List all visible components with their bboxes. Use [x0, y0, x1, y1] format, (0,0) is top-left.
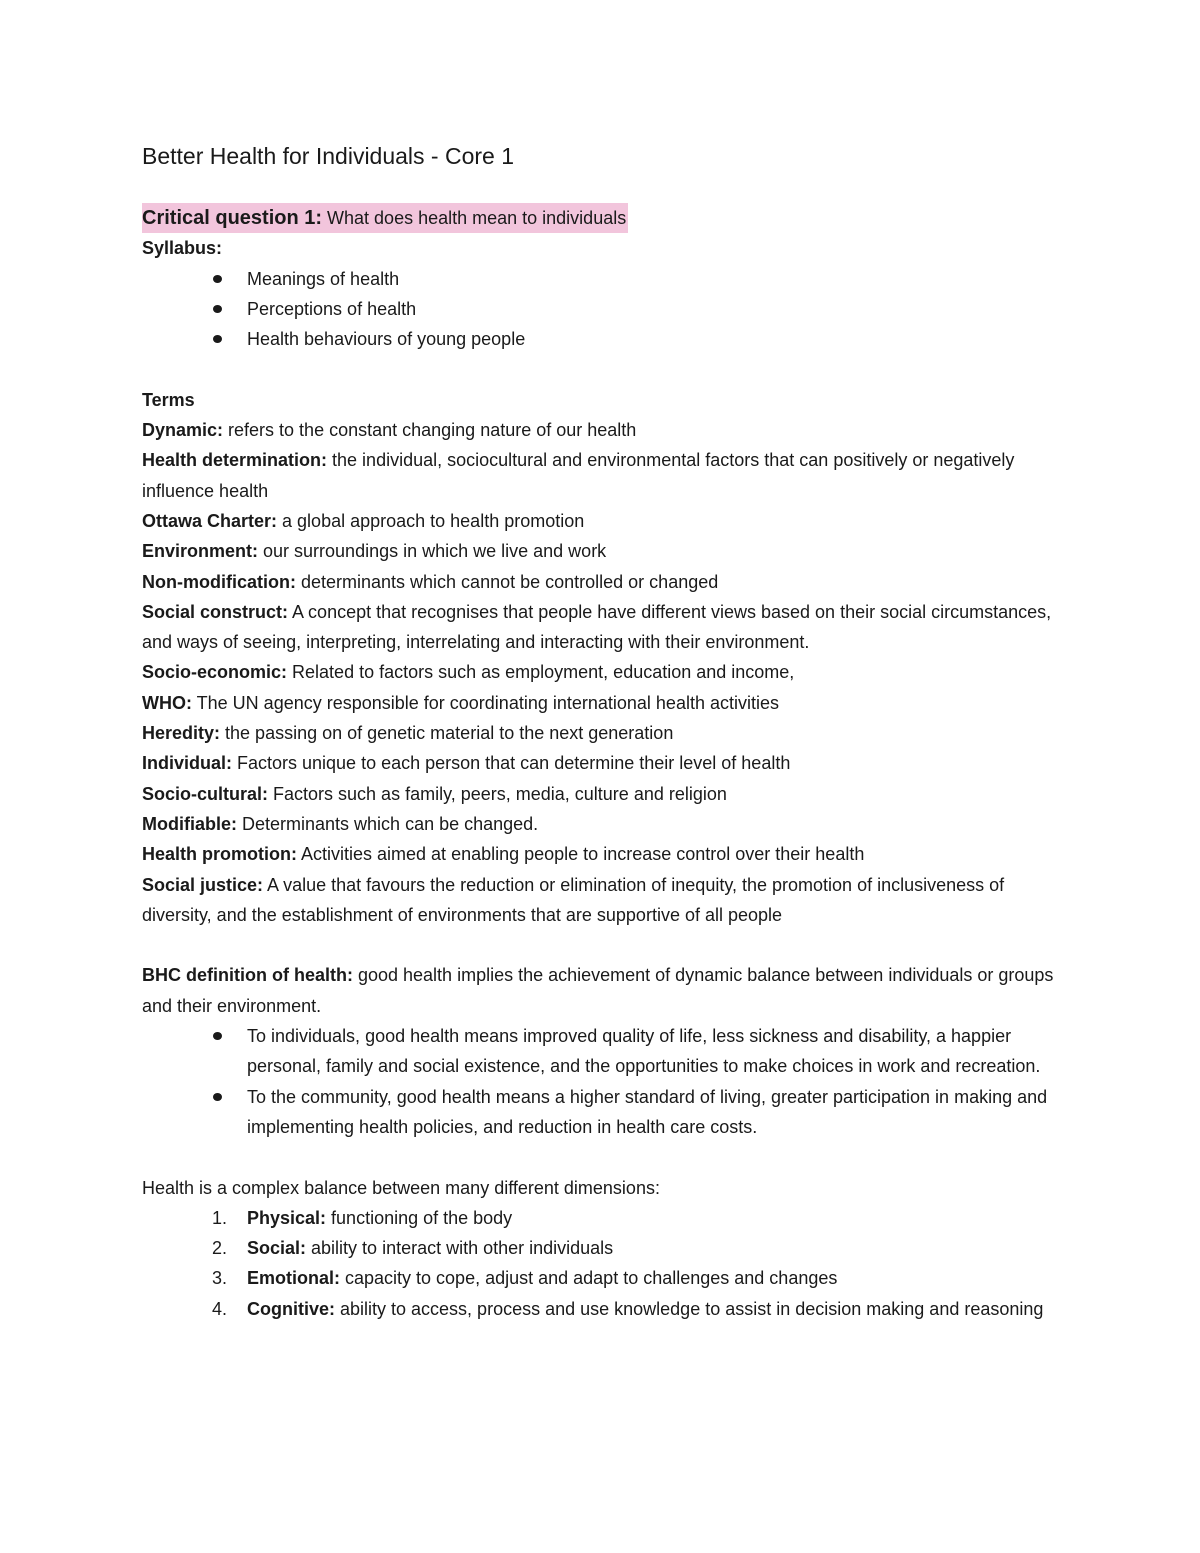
term-definition — [142, 567, 1072, 597]
page-title: Better Health for Individuals - Core 1 — [142, 143, 515, 169]
term-label: Individual: — [142, 753, 232, 774]
term-text: A value that favours the reduction or elimination of inequity, the promotion of inclusiveness of diversity, and the establishment of environments that are supportive of all people — [142, 874, 1005, 925]
term-label: Environment: — [142, 541, 259, 562]
dimensions-list — [142, 1203, 1072, 1324]
list-item — [142, 1233, 1072, 1263]
critical-question — [142, 203, 1072, 233]
syllabus-list — [142, 264, 1072, 355]
term-label: Social justice: — [142, 874, 264, 895]
term-definition — [142, 415, 1072, 445]
term-definition — [142, 839, 1072, 869]
list-number: 4. — [212, 1298, 228, 1319]
terms-heading — [142, 385, 1072, 415]
term-text: The UN agency responsible for coordinating international health activities — [191, 692, 779, 713]
term-text: refers to the constant changing nature of our health — [223, 420, 637, 441]
list-item: Perceptions of health — [142, 294, 1072, 324]
term-definition — [142, 718, 1072, 748]
bhc-definition — [142, 960, 1072, 1021]
term-label: WHO: — [142, 692, 192, 713]
term-label: Non-modification: — [142, 571, 296, 592]
dimensions-intro: Health is a complex balance between many different dimensions: — [142, 1177, 660, 1198]
term-definition — [142, 870, 1072, 931]
bhc-text: good health implies the achievement of dynamic balance between individuals or groups and their environment. — [142, 965, 1054, 1016]
term-label: Modifiable: — [142, 813, 237, 834]
list-item — [142, 1263, 1072, 1293]
bhc-term: BHC definition of health: — [142, 965, 353, 986]
dimension-term: Emotional: — [247, 1268, 340, 1289]
term-definition — [142, 536, 1072, 566]
term-text: Related to factors such as employment, education and income, — [287, 662, 795, 683]
term-definition — [142, 445, 1072, 506]
term-label: Health determination: — [142, 450, 328, 471]
dimension-text: ability to access, process and use knowledge to assist in decision making and reasoning — [335, 1298, 1044, 1319]
list-number: 1. — [212, 1207, 228, 1228]
term-text: Determinants which can be changed. — [237, 813, 539, 834]
term-definition — [142, 688, 1072, 718]
term-text: Factors unique to each person that can determine their level of health — [232, 753, 791, 774]
term-label: Socio-economic: — [142, 662, 288, 683]
list-item: Health behaviours of young people — [142, 324, 1072, 354]
term-text: A concept that recognises that people have different views based on their social circumstances, and ways of seeing, interpreting, interrelating and interacting with their environment. — [142, 601, 1052, 653]
bhc-list — [142, 1021, 1072, 1142]
term-label: Health promotion: — [142, 844, 297, 865]
term-text: determinants which cannot be controlled or changed — [295, 571, 719, 592]
critical-question-text: What does health mean to individuals — [322, 208, 627, 228]
term-text: our surroundings in which we live and work — [258, 541, 607, 562]
term-text: Activities aimed at enabling people to increase control over their health — [297, 844, 865, 865]
term-text: Factors such as family, peers, media, culture and religion — [268, 783, 727, 804]
terms-list — [142, 415, 1072, 930]
term-text: the passing on of genetic material to the next generation — [220, 723, 674, 744]
term-definition — [142, 748, 1072, 778]
term-label: Social construct: — [142, 601, 289, 622]
list-item: To individuals, good health means improved quality of life, less sickness and disability, a happier personal, family and social existence, and the opportunities to make choices in work and recreation. — [142, 1021, 1072, 1082]
term-label: Heredity: — [142, 723, 221, 744]
dimension-term: Cognitive: — [247, 1298, 335, 1319]
dimension-text: ability to interact with other individuals — [306, 1238, 614, 1259]
term-definition — [142, 657, 1072, 687]
list-item: Meanings of health — [142, 264, 1072, 294]
dimension-term: Physical: — [247, 1207, 327, 1228]
list-item — [142, 1203, 1072, 1233]
critical-question-highlight — [142, 203, 628, 233]
critical-question-label: Critical question 1: — [142, 207, 323, 229]
list-item: To the community, good health means a higher standard of living, greater participation in making and implementing health policies, and reduction in health care costs. — [142, 1082, 1072, 1143]
term-label: Ottawa Charter: — [142, 510, 278, 531]
syllabus-label-text: Syllabus: — [142, 238, 223, 259]
syllabus-label — [142, 233, 1072, 263]
term-label: Socio-cultural: — [142, 783, 269, 804]
list-number: 2. — [212, 1238, 228, 1259]
term-text: the individual, sociocultural and environmental factors that can positively or negatively influence health — [142, 450, 1015, 501]
term-text: a global approach to health promotion — [277, 510, 585, 531]
dimension-text: functioning of the body — [326, 1207, 513, 1228]
dimension-term: Social: — [247, 1238, 307, 1259]
list-item — [142, 1294, 1072, 1324]
list-number: 3. — [212, 1268, 228, 1289]
term-definition — [142, 779, 1072, 809]
dimension-text: capacity to cope, adjust and adapt to challenges and changes — [340, 1268, 838, 1289]
terms-heading-text: Terms — [142, 389, 195, 410]
term-definition — [142, 597, 1072, 658]
document-body — [142, 203, 1072, 1324]
term-definition — [142, 506, 1072, 536]
term-label: Dynamic: — [142, 420, 224, 441]
term-definition — [142, 809, 1072, 839]
